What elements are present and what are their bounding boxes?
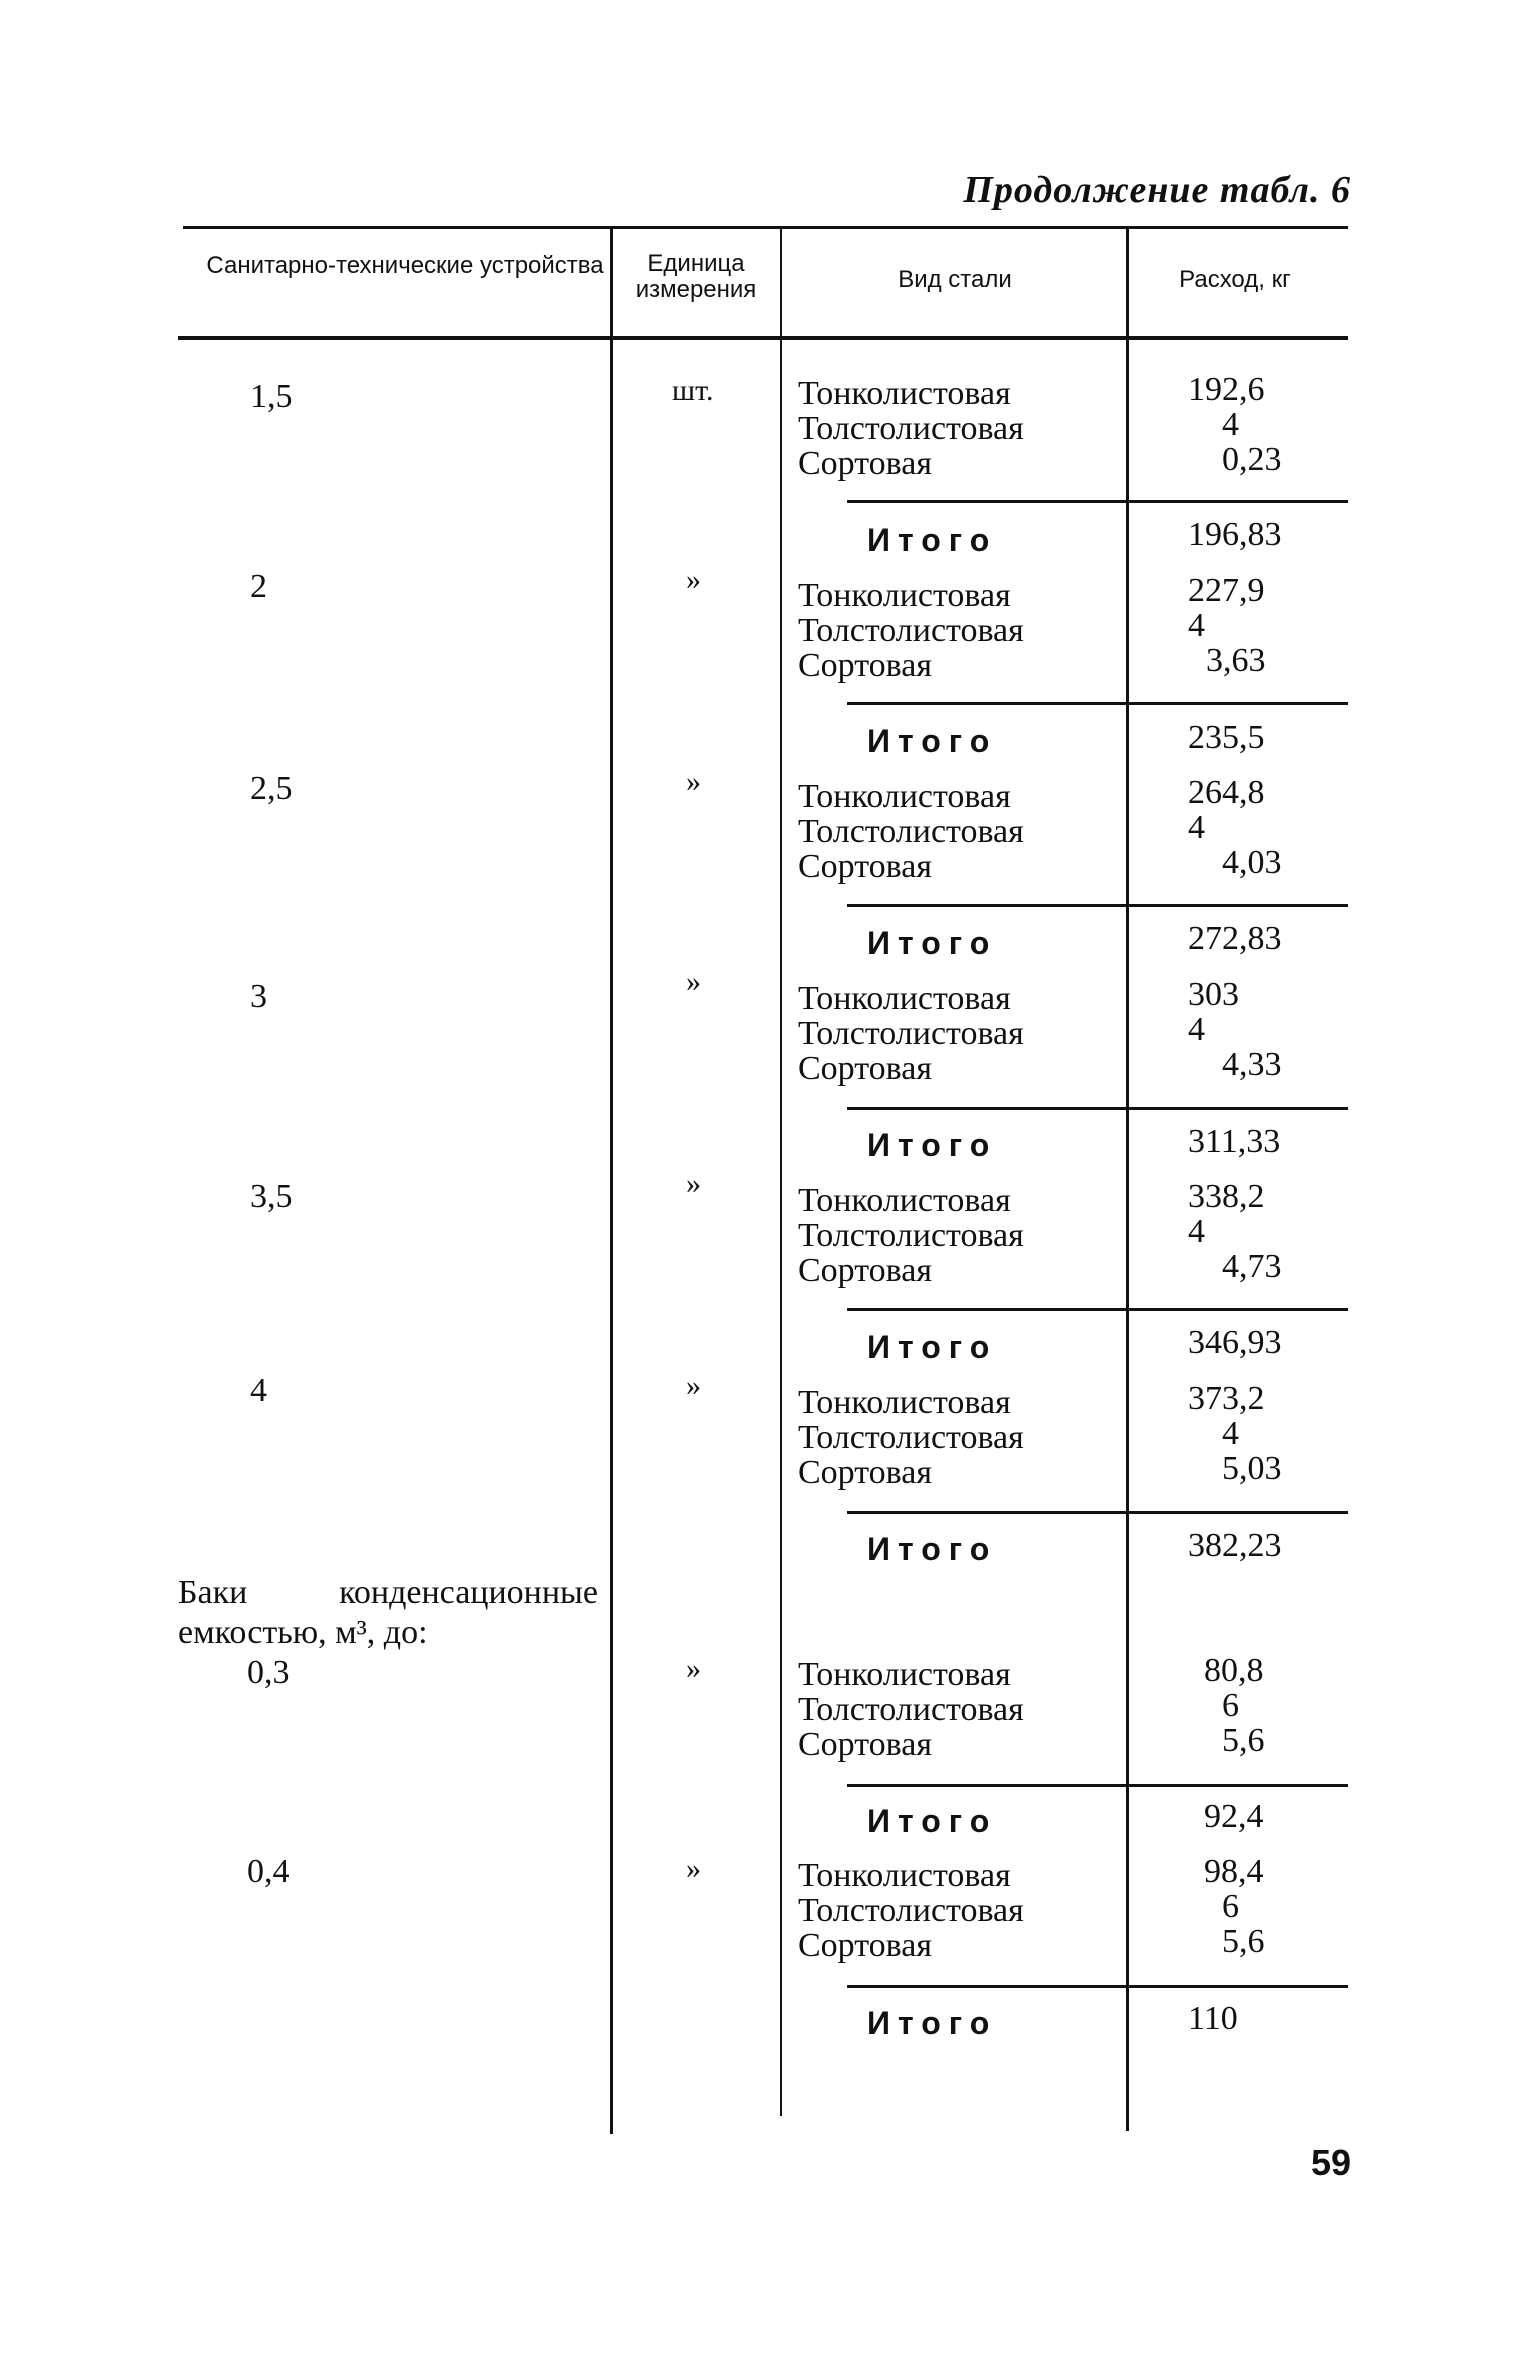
steel-type: Сортовая [798, 848, 932, 885]
unit-cell: шт. [672, 374, 714, 407]
steel-type: Сортовая [798, 1726, 932, 1763]
steel-type: Сортовая [798, 647, 932, 684]
total-value: 110 [1188, 2000, 1238, 2037]
consumption-value: 98,4 [1204, 1853, 1264, 1890]
separator-rule [847, 904, 1348, 907]
steel-type: Тонколистовая [798, 1857, 1011, 1894]
steel-type: Толстолистовая [798, 1015, 1024, 1052]
device-size: 1,5 [250, 378, 293, 415]
total-value: 92,4 [1204, 1798, 1264, 1835]
consumption-value: 192,6 [1188, 371, 1265, 408]
consumption-value: 227,9 [1188, 572, 1265, 609]
consumption-value: 4 [1222, 406, 1239, 443]
steel-type: Сортовая [798, 1050, 932, 1087]
steel-type: Тонколистовая [798, 1656, 1011, 1693]
page-number: 59 [1310, 2142, 1351, 2183]
consumption-value: 4,03 [1222, 844, 1282, 881]
consumption-value: 5,03 [1222, 1450, 1282, 1487]
consumption-value: 5,6 [1222, 1722, 1265, 1759]
steel-type: Толстолистовая [798, 612, 1024, 649]
steel-type: Тонколистовая [798, 1182, 1011, 1219]
steel-type: Сортовая [798, 1454, 932, 1491]
consumption-value: 0,23 [1222, 441, 1282, 478]
separator-rule [847, 1784, 1348, 1787]
consumption-value: 5,6 [1222, 1923, 1265, 1960]
total-label: Итого [867, 723, 998, 759]
steel-type: Тонколистовая [798, 1384, 1011, 1421]
consumption-value: 4,73 [1222, 1248, 1282, 1285]
steel-type: Тонколистовая [798, 980, 1011, 1017]
steel-type: Сортовая [798, 1927, 932, 1964]
unit-cell: » [686, 1167, 701, 1200]
total-value: 346,93 [1188, 1324, 1282, 1361]
steel-type: Толстолистовая [798, 1691, 1024, 1728]
header-top-rule [183, 226, 1348, 229]
device-size: 3 [250, 978, 267, 1015]
device-size: 4 [250, 1372, 267, 1409]
steel-type: Тонколистовая [798, 375, 1011, 412]
consumption-value: 3,63 [1206, 642, 1266, 679]
unit-cell: » [686, 1652, 701, 1685]
device-size: 0,4 [247, 1853, 290, 1890]
consumption-value: 4,33 [1222, 1046, 1282, 1083]
unit-cell: » [686, 965, 701, 998]
device-size: 0,3 [247, 1654, 290, 1691]
total-value: 311,33 [1188, 1123, 1281, 1160]
unit-cell: » [686, 1852, 701, 1885]
steel-type: Тонколистовая [798, 778, 1011, 815]
caption: Продолжение табл. 6 [963, 169, 1351, 211]
total-label: Итого [867, 522, 998, 558]
steel-type: Толстолистовая [798, 813, 1024, 850]
total-value: 235,5 [1188, 719, 1265, 756]
device-size: 2 [250, 568, 267, 605]
consumption-value: 6 [1222, 1687, 1239, 1724]
col-divider-3 [1126, 226, 1129, 2131]
tanks-heading-word: конденсационные [339, 1574, 598, 1611]
separator-rule [847, 1511, 1348, 1514]
consumption-value: 303 [1188, 976, 1239, 1013]
col-divider-1 [610, 226, 613, 2134]
separator-rule [847, 1985, 1348, 1988]
device-size: 3,5 [250, 1178, 293, 1215]
tanks-heading-word: Баки [178, 1574, 248, 1611]
separator-rule [847, 500, 1348, 503]
total-label: Итого [867, 1329, 998, 1365]
header-col-consumption: Расход, кг [1179, 266, 1291, 293]
consumption-value: 373,2 [1188, 1380, 1265, 1417]
device-size: 2,5 [250, 770, 293, 807]
steel-type: Толстолистовая [798, 1892, 1024, 1929]
total-label: Итого [867, 1531, 998, 1567]
unit-cell: » [686, 563, 701, 596]
consumption-value: 6 [1222, 1888, 1239, 1925]
unit-cell: » [686, 765, 701, 798]
header-bottom-rule [178, 336, 1348, 340]
steel-type: Толстолистовая [798, 410, 1024, 447]
consumption-value: 264,8 [1188, 774, 1265, 811]
unit-cell: » [686, 1369, 701, 1402]
total-label: Итого [867, 2005, 998, 2041]
separator-rule [847, 1107, 1348, 1110]
steel-type: Тонколистовая [798, 577, 1011, 614]
steel-type: Толстолистовая [798, 1217, 1024, 1254]
steel-type: Сортовая [798, 1252, 932, 1289]
header-col-steel-type: Вид стали [898, 266, 1012, 293]
consumption-value: 4 [1222, 1415, 1239, 1452]
total-value: 382,23 [1188, 1527, 1282, 1564]
tanks-heading [178, 1573, 598, 1653]
col-divider-2 [780, 226, 782, 2116]
separator-rule [847, 702, 1348, 705]
tanks-heading-line2: емкостью, м³, до: [178, 1614, 428, 1651]
steel-type: Сортовая [798, 445, 932, 482]
steel-type: Толстолистовая [798, 1419, 1024, 1456]
consumption-value: 4 [1188, 1213, 1205, 1250]
total-value: 196,83 [1188, 516, 1282, 553]
header-col-unit: Единица измерения [635, 250, 757, 303]
separator-rule [847, 1308, 1348, 1311]
total-value: 272,83 [1188, 920, 1282, 957]
header-col-devices: Санитарно-технические устройства [206, 252, 604, 279]
consumption-value: 338,2 [1188, 1178, 1265, 1215]
consumption-value: 80,8 [1204, 1652, 1264, 1689]
consumption-value: 4 [1188, 607, 1205, 644]
total-label: Итого [867, 1127, 998, 1163]
consumption-value: 4 [1188, 809, 1205, 846]
total-label: Итого [867, 925, 998, 961]
total-label: Итого [867, 1803, 998, 1839]
consumption-value: 4 [1188, 1011, 1205, 1048]
